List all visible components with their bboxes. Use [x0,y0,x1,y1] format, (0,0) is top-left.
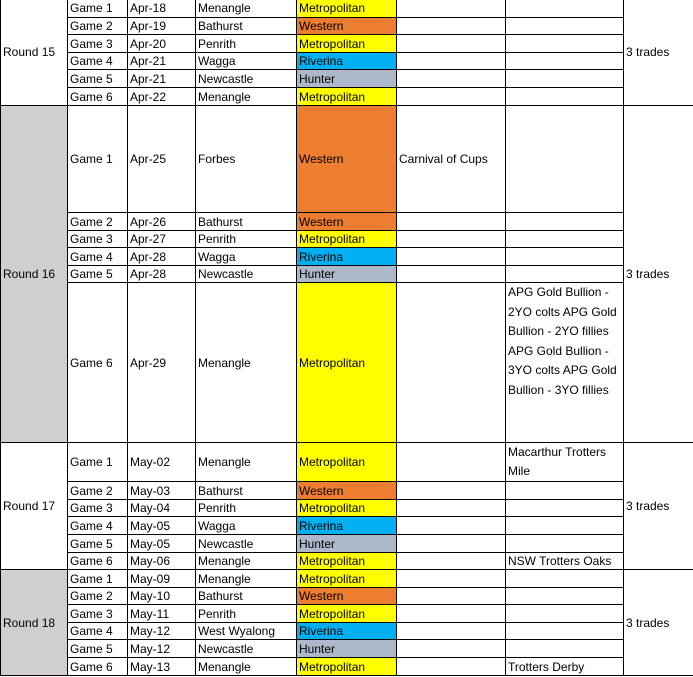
game-cell: Game 2 [68,18,128,35]
venue-cell: Menangle [196,658,297,676]
round-label: Round 15 [1,0,68,106]
region-cell: Hunter [297,640,397,658]
date-cell: Apr-22 [128,88,196,106]
region-cell: Riverina [297,53,397,70]
venue-cell: Bathurst [196,18,297,35]
venue-cell: Bathurst [196,213,297,231]
event-cell [397,570,506,588]
table-row [1,623,693,640]
region-cell: Western [297,482,397,500]
venue-cell: Menangle [196,88,297,106]
table-row [1,553,693,570]
date-cell: Apr-21 [128,53,196,70]
feature-cell: NSW Trotters Oaks [506,553,624,570]
feature-cell [506,248,624,266]
date-cell: May-04 [128,500,196,517]
trades-cell: 3 trades [624,106,693,443]
feature-cell [506,482,624,500]
event-cell [397,70,506,88]
date-cell: Apr-28 [128,248,196,266]
event-cell [397,517,506,535]
trades-cell: 3 trades [624,570,693,676]
venue-cell: Forbes [196,106,297,213]
region-cell: Metropolitan [297,0,397,18]
region-cell: Hunter [297,535,397,553]
game-cell: Game 6 [68,88,128,106]
date-cell: May-02 [128,443,196,482]
game-cell: Game 5 [68,70,128,88]
event-cell [397,535,506,553]
event-cell [397,605,506,623]
table-row [1,482,693,500]
event-cell [397,658,506,676]
region-cell: Metropolitan [297,35,397,53]
feature-cell [506,18,624,35]
game-cell: Game 1 [68,443,128,482]
event-cell [397,283,506,443]
feature-cell [506,0,624,18]
table-row [1,588,693,605]
venue-cell: Menangle [196,443,297,482]
table-row [1,605,693,623]
region-cell: Metropolitan [297,88,397,106]
feature-cell [506,88,624,106]
feature-cell [506,605,624,623]
date-cell: Apr-20 [128,35,196,53]
feature-cell [506,213,624,231]
table-row [1,658,693,676]
game-cell: Game 5 [68,535,128,553]
date-cell: Apr-28 [128,266,196,283]
region-cell: Riverina [297,623,397,640]
game-cell: Game 5 [68,266,128,283]
region-cell: Metropolitan [297,605,397,623]
game-cell: Game 1 [68,570,128,588]
region-cell: Metropolitan [297,443,397,482]
trades-cell: 3 trades [624,0,693,106]
game-cell: Game 1 [68,106,128,213]
table-row [1,248,693,266]
venue-cell: Wagga [196,248,297,266]
table-row [1,283,693,443]
region-cell: Riverina [297,248,397,266]
feature-cell [506,106,624,213]
schedule-body [1,0,693,676]
game-cell: Game 4 [68,248,128,266]
feature-cell [506,500,624,517]
region-cell: Western [297,106,397,213]
venue-cell: West Wyalong [196,623,297,640]
event-cell [397,640,506,658]
venue-cell: Wagga [196,53,297,70]
trades-cell: 3 trades [624,443,693,570]
table-row [1,106,693,213]
venue-cell: Penrith [196,605,297,623]
game-cell: Game 3 [68,35,128,53]
date-cell: May-12 [128,623,196,640]
region-cell: Hunter [297,70,397,88]
event-cell [397,500,506,517]
date-cell: Apr-29 [128,283,196,443]
venue-cell: Newcastle [196,266,297,283]
feature-cell [506,640,624,658]
event-cell [397,213,506,231]
feature-cell [506,570,624,588]
event-cell [397,553,506,570]
venue-cell: Menangle [196,553,297,570]
feature-cell [506,35,624,53]
region-cell: Western [297,18,397,35]
region-cell: Metropolitan [297,658,397,676]
table-row [1,517,693,535]
feature-cell [506,535,624,553]
feature-cell: Trotters Derby [506,658,624,676]
event-cell [397,248,506,266]
game-cell: Game 5 [68,640,128,658]
game-cell: Game 2 [68,213,128,231]
venue-cell: Menangle [196,0,297,18]
venue-cell: Wagga [196,517,297,535]
date-cell: Apr-18 [128,0,196,18]
table-row [1,570,693,588]
table-row [1,70,693,88]
date-cell: May-09 [128,570,196,588]
game-cell: Game 6 [68,283,128,443]
date-cell: May-05 [128,535,196,553]
table-row [1,266,693,283]
venue-cell: Bathurst [196,482,297,500]
event-cell [397,88,506,106]
region-cell: Metropolitan [297,500,397,517]
venue-cell: Bathurst [196,588,297,605]
date-cell: Apr-21 [128,70,196,88]
feature-cell: APG Gold Bullion - 2YO colts APG Gold Bullion - 2YO fillies APG Gold Bullion - 3YO colts APG Gold Bullion - 3YO fillies [506,283,624,443]
game-cell: Game 4 [68,623,128,640]
date-cell: May-03 [128,482,196,500]
table-row [1,53,693,70]
game-cell: Game 2 [68,482,128,500]
event-cell [397,35,506,53]
feature-cell [506,588,624,605]
date-cell: Apr-19 [128,18,196,35]
table-row [1,88,693,106]
feature-cell [506,231,624,248]
feature-cell: Macarthur Trotters Mile [506,443,624,482]
venue-cell: Penrith [196,35,297,53]
feature-cell [506,517,624,535]
event-cell [397,53,506,70]
venue-cell: Penrith [196,500,297,517]
feature-cell [506,266,624,283]
date-cell: May-05 [128,517,196,535]
round-label: Round 16 [1,106,68,443]
table-row [1,443,693,482]
table-row [1,0,693,18]
game-cell: Game 4 [68,53,128,70]
table-row [1,535,693,553]
table-row [1,500,693,517]
date-cell: Apr-26 [128,213,196,231]
venue-cell: Newcastle [196,535,297,553]
date-cell: Apr-25 [128,106,196,213]
event-cell [397,231,506,248]
venue-cell: Newcastle [196,70,297,88]
table-row [1,640,693,658]
venue-cell: Menangle [196,570,297,588]
game-cell: Game 3 [68,500,128,517]
region-cell: Metropolitan [297,231,397,248]
region-cell: Hunter [297,266,397,283]
event-cell [397,443,506,482]
event-cell: Carnival of Cups [397,106,506,213]
region-cell: Metropolitan [297,283,397,443]
venue-cell: Newcastle [196,640,297,658]
venue-cell: Penrith [196,231,297,248]
feature-cell [506,53,624,70]
round-label: Round 17 [1,443,68,570]
venue-cell: Menangle [196,283,297,443]
event-cell [397,266,506,283]
event-cell [397,588,506,605]
region-cell: Metropolitan [297,570,397,588]
table-row [1,231,693,248]
date-cell: May-12 [128,640,196,658]
event-cell [397,482,506,500]
event-cell [397,623,506,640]
table-row [1,213,693,231]
date-cell: May-11 [128,605,196,623]
feature-cell [506,70,624,88]
region-cell: Riverina [297,517,397,535]
game-cell: Game 1 [68,0,128,18]
game-cell: Game 6 [68,658,128,676]
date-cell: May-10 [128,588,196,605]
table-row [1,18,693,35]
game-cell: Game 3 [68,605,128,623]
region-cell: Metropolitan [297,553,397,570]
date-cell: Apr-27 [128,231,196,248]
table-row [1,35,693,53]
round-label: Round 18 [1,570,68,676]
date-cell: May-06 [128,553,196,570]
region-cell: Western [297,213,397,231]
feature-cell [506,623,624,640]
region-cell: Western [297,588,397,605]
event-cell [397,18,506,35]
game-cell: Game 4 [68,517,128,535]
game-cell: Game 2 [68,588,128,605]
event-cell [397,0,506,18]
game-cell: Game 3 [68,231,128,248]
game-cell: Game 6 [68,553,128,570]
date-cell: May-13 [128,658,196,676]
